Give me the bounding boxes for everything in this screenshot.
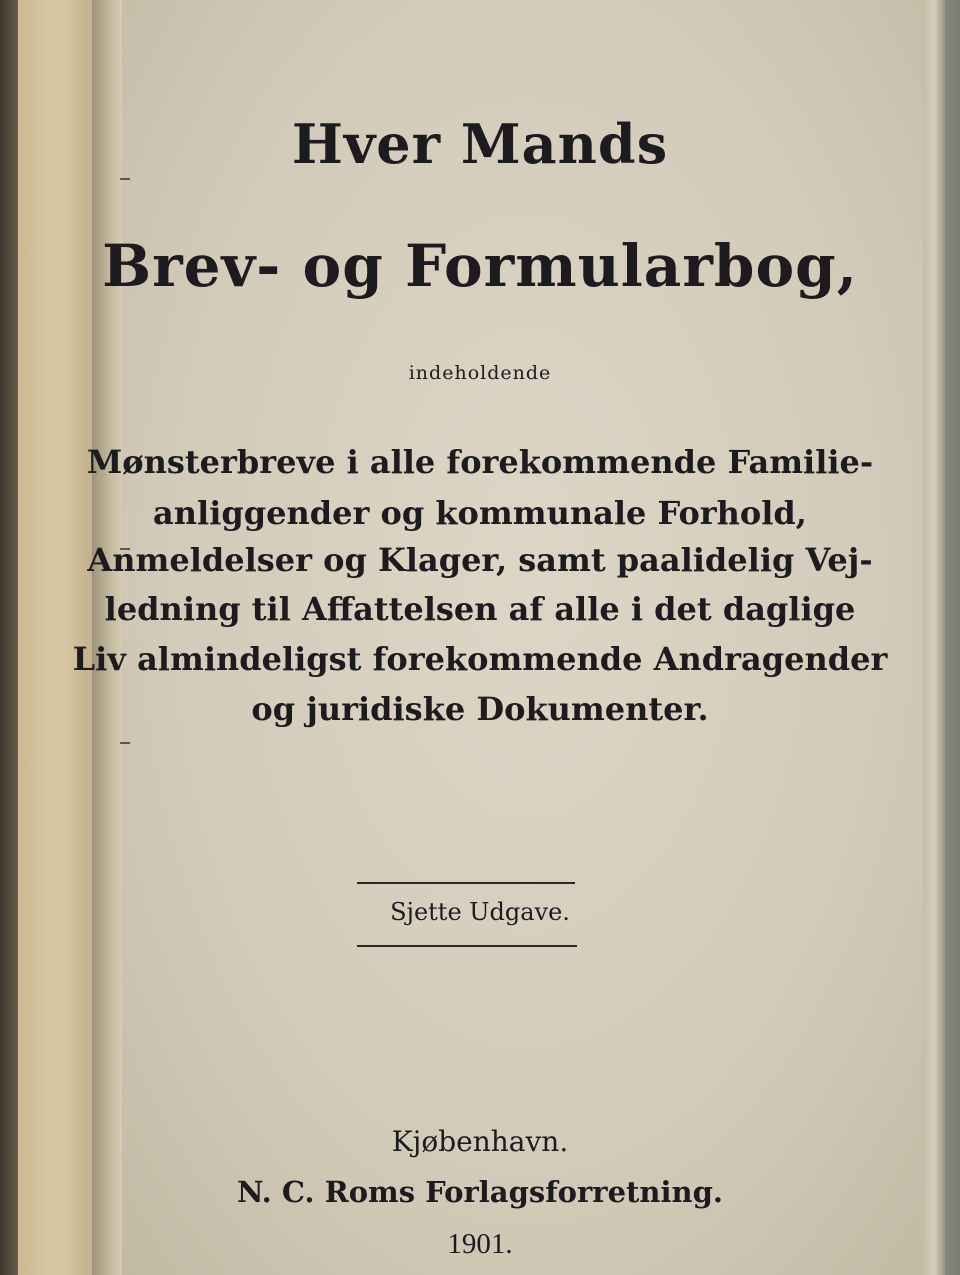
edition-label: Sjette Udgave.	[390, 898, 570, 926]
city-label: Kjøbenhavn.	[391, 1125, 569, 1158]
binding-stitch	[120, 742, 130, 744]
book-cover-edge	[0, 0, 18, 1275]
bottom-rule	[357, 945, 577, 947]
description-line: og juridiske Dokumenter.	[251, 690, 709, 728]
binding-stitch	[120, 178, 130, 180]
page-edge	[923, 0, 945, 1275]
title-line-2: Brev- og Formularbog,	[102, 232, 858, 300]
year-label: 1901.	[447, 1228, 513, 1260]
description-line: Anmeldelser og Klager, samt paalidelig Vej-	[87, 541, 873, 579]
description-line: Mønsterbreve i alle forekommende Familie-	[86, 443, 874, 481]
title-line-1: Hver Mands	[291, 112, 669, 176]
subtitle: indeholdende	[408, 362, 552, 384]
description-line: anliggender og kommunale Forhold,	[153, 494, 807, 532]
book-gutter	[92, 0, 122, 1275]
description-line: Liv almindeligst forekommende Andragender	[72, 640, 888, 678]
description-line: ledning til Affattelsen af alle i det daglige	[104, 590, 856, 628]
title-page	[110, 0, 945, 1275]
top-rule	[357, 882, 575, 884]
publisher-label: N. C. Roms Forlagsforretning.	[237, 1175, 723, 1209]
